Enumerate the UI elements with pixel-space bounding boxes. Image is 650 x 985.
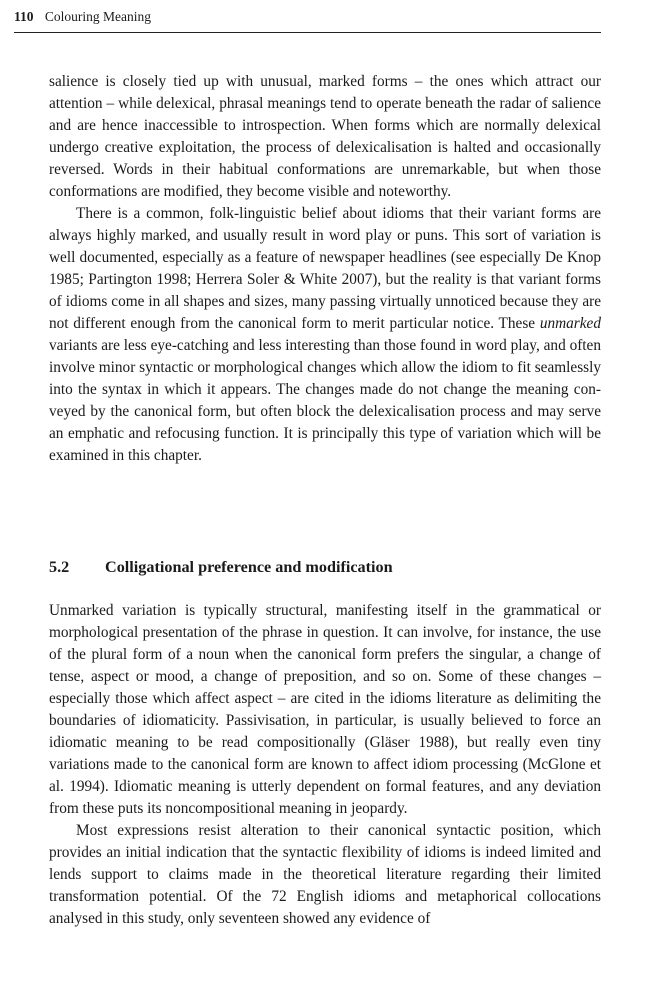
- paragraph-text: There is a common, folk-linguistic belief about idioms that their variant forms are always highly marked, and usually result in word play or puns. This sort of variation is well documented, especially as a feature of newspaper headlines (see especially De Knop 1985; Partington 1998; Herrera Soler & White 2007), but the reality is that variant forms of idioms come in all shapes and sizes, many passing virtually unnoticed because they are not different enough from the canonical form to merit particular notice. These: [49, 205, 601, 332]
- body-text-block-2: [49, 600, 601, 930]
- section-title: Colligational preference and modification: [105, 558, 393, 576]
- paragraph-folk-belief: [49, 203, 601, 467]
- paragraph-text: variants are less eye-catching and less interesting than those found in word play, and often involve minor syntactic or morphological changes which allow the idiom to fit seamlessly into the syntax in which it appears. The changes made do not change the meaning conveyed by the canonical form, but often block the delexicalisation process and may serve an emphatic and refocusing function. It is principally this type of variation which will be examined in this chapter.: [49, 337, 601, 464]
- section-number: 5.2: [49, 558, 70, 576]
- emphasis-unmarked: unmarked: [539, 315, 601, 332]
- page-number: 110: [14, 9, 34, 24]
- paragraph-unmarked-variation: Unmarked variation is typically structural, manifesting itself in the grammatical or morphological presentation of the phrase in question. It can involve, for instance, the use of the plural form of a noun when the canonical form prefers the singular, a change of tense, aspect or mood, a change of preposition, and so on. Some of these changes – especially those which affect aspect – are cited in the idioms literature as delimiting the boundaries of idiomaticity. Passivisation, in particular, is usually believed to force an idiomatic meaning to be read compositionally (Gläser 1988), but really even tiny variations made to the canonical form are known to affect idiom processing (McGlone et al. 1994). Idiomatic meaning is utterly dependent on formal features, and any deviation from these puts its noncompositional meaning in jeopardy.: [49, 602, 601, 817]
- body-text-block-1: [49, 71, 601, 467]
- paragraph-salience: salience is closely tied up with unusual, marked forms – the ones which attract our attention – while delexical, phrasal meanings tend to operate beneath the radar of salience and are hence inaccessible to introspection. When forms which are normally delexical undergo creative exploitation, the process of delexicalisation is halted and occasionally reversed. Words in their habitual conformations are unremarkable, but when those conformations are modified, they become visible and noteworthy.: [49, 73, 601, 200]
- paragraph-canonical-position: Most expressions resist alteration to their canonical syntactic position, which provides an initial indication that the syntactic flexibility of idioms is indeed limited and lends support to claims made in the theoretical literature regarding their limited transformation potential. Of the 72 English idioms and metaphorical collocations analysed in this study, only seventeen showed any evidence of: [49, 822, 601, 927]
- running-header: [14, 8, 601, 33]
- section-heading: [49, 556, 601, 578]
- running-title: Colouring Meaning: [44, 9, 152, 24]
